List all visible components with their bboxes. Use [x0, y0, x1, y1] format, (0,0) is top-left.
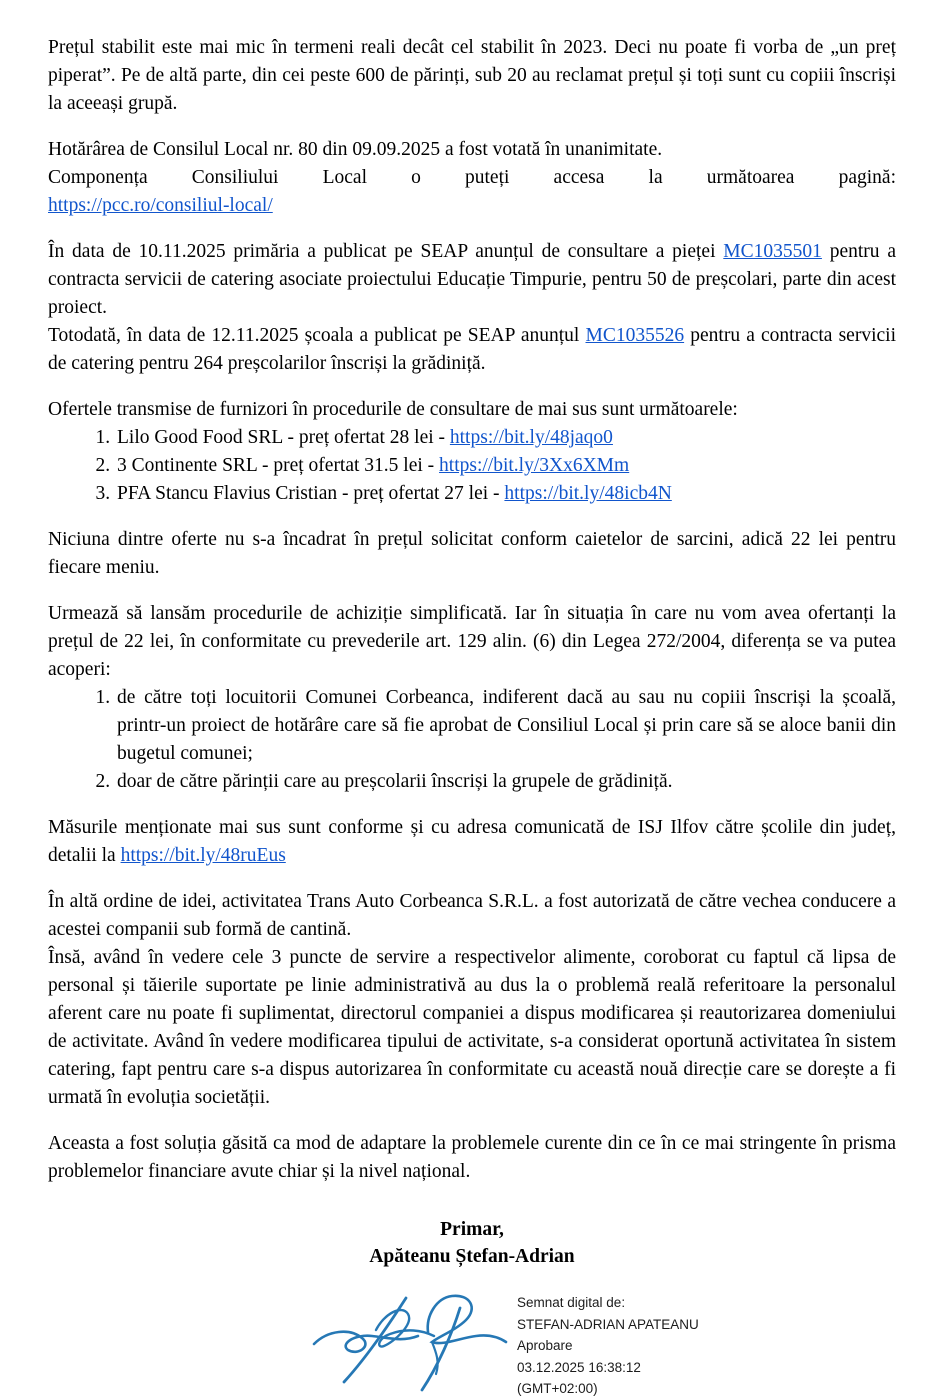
paragraph-council-decision	[48, 136, 896, 220]
offer-text: Lilo Good Food SRL - preț ofertat 28 lei -	[117, 427, 450, 448]
link-offer-3continente[interactable]: https://bit.ly/3Xx6XMm	[439, 455, 630, 476]
digital-signature-details	[517, 1292, 699, 1400]
offer-item-pfa-stancu	[115, 480, 896, 508]
signatory-block	[48, 1216, 896, 1270]
link-mc1035526[interactable]: MC1035526	[585, 325, 685, 346]
paragraph-trans-auto: În altă ordine de idei, activitatea Trans Auto Corbeanca S.R.L. a fost autorizată de către vechea conducere a acestei companii sub formă de cantină.	[48, 891, 896, 940]
paragraph-offers-intro: Ofertele transmise de furnizori în procedurile de consultare de mai sus sunt următoarele:	[48, 399, 738, 420]
seap-scoala-text-pre: Totodată, în data de 12.11.2025 școala a publicat pe SEAP anunțul	[48, 325, 586, 346]
digital-signature-line: 03.12.2025 16:38:12	[517, 1359, 641, 1375]
paragraph-procedure-intro: Urmează să lansăm procedurile de achiziție simplificată. Iar în situația în care nu vom avea ofertanți la prețul de 22 lei, în conformitate cu prevederile art. 129 alin. (6) din Legea 272/2004, diferența se va putea acoperi:	[48, 603, 896, 680]
link-isj-details[interactable]: https://bit.ly/48ruEus	[120, 845, 286, 866]
link-mc1035501[interactable]: MC1035501	[723, 241, 822, 262]
signatory-title: Primar,	[440, 1219, 504, 1240]
council-composition-line: Componența Consiliului Local o puteți accesa la următoarea pagină:	[48, 167, 896, 188]
digital-signature-line: STEFAN-ADRIAN APATEANU	[517, 1316, 699, 1332]
link-offer-pfa-stancu[interactable]: https://bit.ly/48icb4N	[504, 483, 672, 504]
paragraph-no-offer-fit: Niciuna dintre oferte nu s-a încadrat în prețul solicitat conform caietelor de sarcini, adică 22 lei pentru fiecare meniu.	[48, 529, 896, 578]
council-decision-line: Hotărârea de Consilul Local nr. 80 din 09.09.2025 a fost votată în unanimitate.	[48, 139, 663, 160]
offer-text: 3 Continente SRL - preț ofertat 31.5 lei -	[117, 455, 440, 476]
paragraph-seap-primaria	[48, 238, 896, 322]
link-consiliul-local[interactable]: https://pcc.ro/consiliul-local/	[48, 195, 273, 216]
seap-primaria-text-pre: În data de 10.11.2025 primăria a publicat pe SEAP anunțul de consultare a pieței	[48, 241, 724, 262]
offer-item-lilo	[115, 424, 896, 452]
paragraph-seap-scoala	[48, 322, 896, 378]
coverage-option-parents-only: 2. doar de către părinții care au preșcolarii înscriși la grupele de grădiniță.	[115, 768, 896, 796]
paragraph-price: Prețul stabilit este mai mic în termeni reali decât cel stabilit în 2023. Deci nu poate fi vorba de „un preț piperat”. Pe de altă parte, din cei peste 600 de părinți, sub 20 au reclamat prețul și toți sunt cu copiii înscriși la aceeași grupă.	[48, 37, 896, 114]
signatory-name: Apăteanu Ștefan-Adrian	[369, 1246, 575, 1267]
isj-measures-text: Măsurile menționate mai sus sunt conforme și cu adresa comunicată de ISJ Ilfov către școlile din județ, detalii la	[48, 817, 896, 866]
digital-signature-line: (GMT+02:00)	[517, 1381, 598, 1396]
digital-signature-line: Semnat digital de:	[517, 1295, 626, 1310]
coverage-options-list	[48, 684, 896, 796]
digital-signature-line: Aprobare	[517, 1338, 573, 1353]
seap-primaria-text-post: pentru a contracta servicii de catering asociate proiectului Educație Timpurie, pentru 50 de preșcolari, parte din acest proiect.	[48, 241, 896, 318]
link-offer-lilo[interactable]: https://bit.ly/48jaqo0	[449, 427, 613, 448]
handwritten-signature-image	[310, 1286, 510, 1396]
paragraph-isj-measures	[48, 814, 896, 870]
seap-scoala-text-post: pentru a contracta servicii de catering pentru 264 preșcolarilor înscriși la grădiniță.	[48, 325, 896, 374]
paragraph-reauthorization: Însă, având în vedere cele 3 puncte de servire a respectivelor alimente, coroborat cu faptul că lipsa de personal și tăierile suportate pe linie administrativă au dus la o problemă reală referitoare la personalul aferent care nu poate fi suplimentat, directorul companiei a dispus modificarea și reautorizarea domeniului de activitate. Având în vedere modificarea tipului de activitate, s-a considerat oportună activitatea în sistem catering, fapt pentru care s-a dispus autorizarea în conformitate cu această nouă direcție care se dorește a fi urmată în evoluția societății.	[48, 947, 896, 1108]
council-link-line	[48, 192, 896, 220]
offers-list	[48, 424, 896, 508]
offer-item-3continente	[115, 452, 896, 480]
signature-row	[48, 1284, 896, 1400]
offer-text: PFA Stancu Flavius Cristian - preț ofertat 27 lei -	[117, 483, 505, 504]
paragraph-solution: Aceasta a fost soluția găsită ca mod de adaptare la problemele curente din ce în ce mai stringente în prisma problemelor financiare avute chiar și la nivel național.	[48, 1133, 896, 1182]
coverage-option-all-residents: 1. de către toți locuitorii Comunei Corbeanca, indiferent dacă au sau nu copiii înscriși la școală, printr-un proiect de hotărâre care să fie aprobat de Consiliul Local și prin care să se aloce banii din bugetul comunei;	[115, 684, 896, 768]
